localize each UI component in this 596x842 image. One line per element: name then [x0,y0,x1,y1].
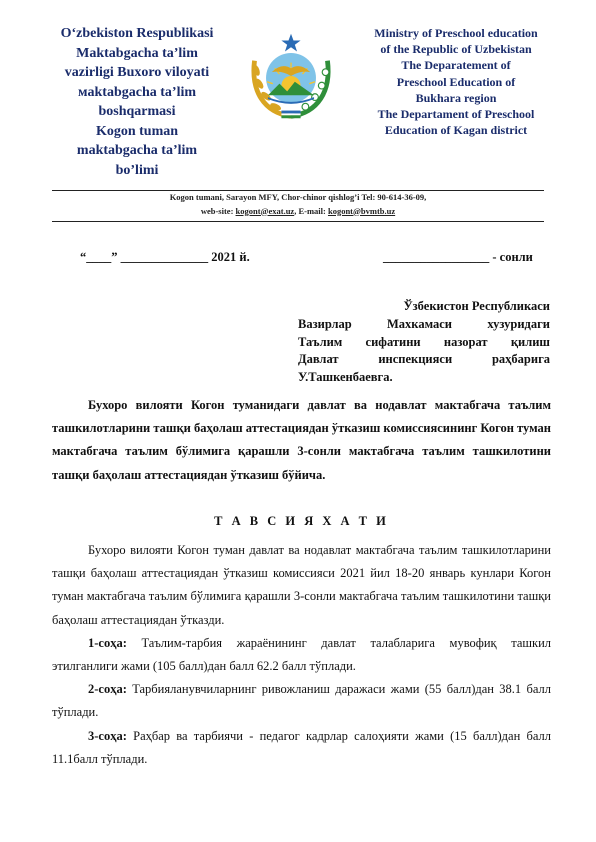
header-left-line: maktabgacha ta’lim [76,143,198,158]
body-item [52,725,551,771]
contact-web-email [52,205,544,219]
contact-info [52,191,544,218]
document-date: “____” ______________ 2021 й. [80,250,250,264]
header-right-line: Preschool Education of [396,74,516,89]
header-left-line: Kogon tuman [95,123,179,139]
header-right-line: Ministry of Preschool education [374,26,538,40]
item-label: 1-соҳа: [88,635,127,650]
recipient-line: Таълим сифатини назорат қилиш [298,334,550,349]
header-left-line: мaktabgacha ta’lim [77,84,197,100]
header-right-line: Bukhara region [415,90,497,105]
email-prefix: , E-mail: [294,205,328,216]
ministry-name-english [356,25,556,138]
document-title: Т А В С И Я Х А Т И [214,514,389,528]
ministry-name-uzbek [44,24,230,180]
item-text: Раҳбар ва тарбиячи - педагог кадрлар салоҳияти жами (15 балл)дан балл 11.1балл тўплади. [52,728,551,766]
header-left-line: Maktabgacha ta’lim [76,45,198,61]
body-item [52,678,551,724]
header-left-line: bo’limi [115,162,159,178]
contact-address: Kogon tumani, Sarayon MFY, Chor-chinor qishlog’i Tel: 90-614-36-09, [169,192,427,202]
item-text: Таълим-тарбия жараёнининг давлат талабларига мувофиқ ташкил этилганлиги жами (105 балл)дан балл 62.2 балл тўплади. [52,635,551,674]
letter-body [52,539,551,771]
letter-subject [52,394,551,487]
header-right-line: of the Republic of Uzbekistan [380,42,532,57]
recipient-line: Ўзбекистон Республикаси [403,299,550,313]
subject-text: Бухоро вилояти Когон туманидаги давлат ва нодавлат мактабгача таълим ташкилотларини ташқи баҳолаш аттестациядан ўтказиш комиссиясининг Когон туман мактабгача таълим бўлимига қарашли 3-сонли мактабгача таълим ташкилотини ташқи баҳолаш аттестациядан ўтказиш бўйича. [52,398,551,482]
item-label: 2-соҳа: [88,682,127,697]
header-right-line: The Departament of Preschool [377,107,535,122]
website-link[interactable]: kogont@exat.uz [235,205,295,216]
header-left-line: boshqarmasi [98,104,176,119]
header-right-line: Education of Kagan district [384,123,528,138]
document-number: _________________ - сонли [383,250,533,264]
uzbekistan-emblem-icon [243,28,339,124]
recipient-block [298,298,550,387]
header-right-line: The Deparatement of [401,58,511,73]
body-intro: Бухоро вилояти Когон туман давлат ва нодавлат мактабгача таълим ташкилотларини ташқи баҳолаш аттестациядан ўтказиш комиссияси 2021 йил 18-20 январь кунлари Когон туман мактабгача таълим бўлимига қарашли 3-сонли мактабгача таълим ташкилотини ташқи баҳолаш аттестациядан ўтказди. [52,543,551,627]
item-text: Тарбияланувчиларнинг ривожланиш даражаси жами (55 балл)дан 38.1 балл тўплади. [52,682,551,720]
website-prefix: web-site: [200,205,236,216]
item-label: 3-соҳа: [88,728,127,743]
recipient-line: У.Ташкенбаевга. [298,370,393,385]
body-item [52,632,551,678]
recipient-line: Давлат инспекцияси раҳбарига [298,352,550,367]
header-divider-bottom [52,221,544,222]
email-link[interactable]: kogont@bvmtb.uz [327,205,396,216]
header-left-line: O‘zbekiston Respublikasi [60,26,214,41]
recipient-line: Вазирлар Махкамаси хузуридаги [298,316,550,331]
header-left-line: vazirligi Buxoro viloyati [64,65,210,80]
